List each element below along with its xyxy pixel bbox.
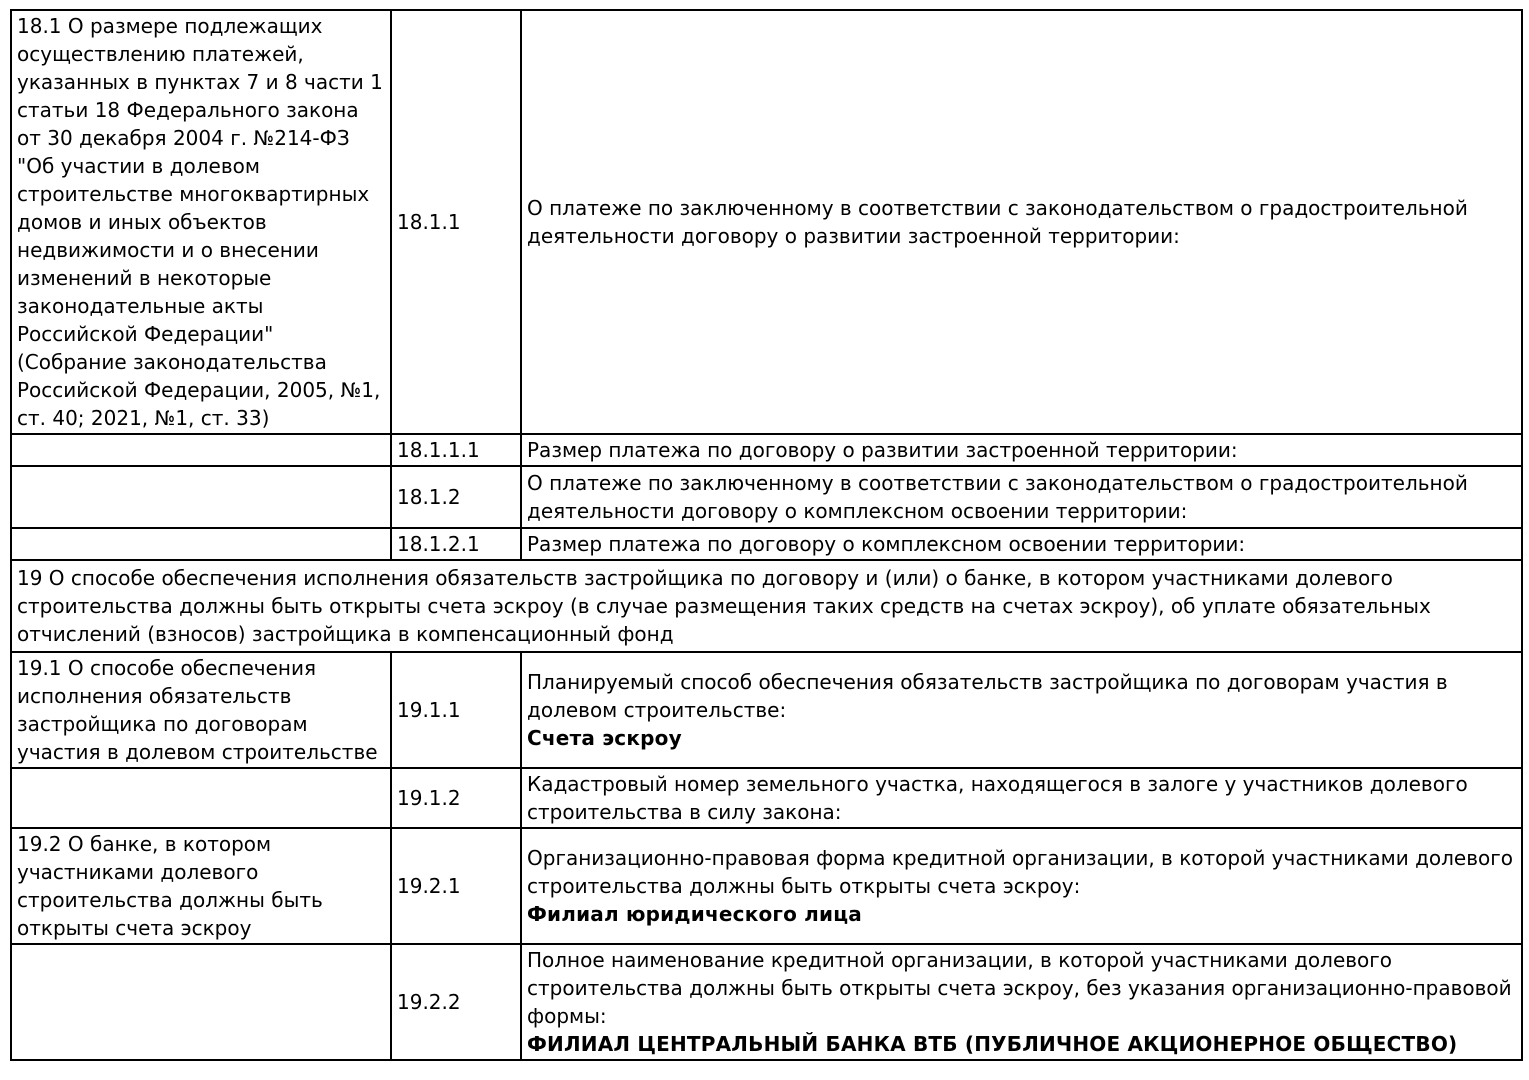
item-code: 19.1.2 — [397, 786, 461, 810]
item-code: 18.1.1.1 — [397, 438, 480, 462]
topic-cell-19-1 — [11, 652, 391, 768]
item-code: 19.1.1 — [397, 698, 461, 722]
project-declaration-table — [10, 9, 1523, 1061]
answer-value: Филиал юридического лица — [527, 902, 862, 926]
question-cell-18-1-1-1 — [521, 434, 1522, 466]
question-cell-19-2-2 — [521, 944, 1522, 1060]
table-row-19-2 — [11, 828, 1522, 944]
topic-cell-empty — [11, 434, 391, 466]
topic-cell-empty — [11, 944, 391, 1060]
topic-cell-empty — [11, 768, 391, 828]
question-cell-18-1-2 — [521, 466, 1522, 528]
topic-cell-empty — [11, 466, 391, 528]
code-cell-18-1-1 — [391, 10, 521, 434]
code-cell-19-1-1 — [391, 652, 521, 768]
answer-value: Счета эскроу — [527, 726, 682, 750]
topic-text: 19.2 О банке, в котором участниками долевого строительства должны быть открыты счета эскроу — [17, 832, 323, 940]
topic-cell-19-2 — [11, 828, 391, 944]
table-row-19-2-2 — [11, 944, 1522, 1060]
table-row-18-1-2 — [11, 466, 1522, 528]
item-code: 18.1.1 — [397, 210, 461, 234]
topic-text: 19.1 О способе обеспечения исполнения обязательств застройщика по договорам участия в долевом строительстве — [17, 656, 378, 764]
table-row-18-1-1-1 — [11, 434, 1522, 466]
answer-value: ФИЛИАЛ ЦЕНТРАЛЬНЫЙ БАНКА ВТБ (ПУБЛИЧНОЕ АКЦИОНЕРНОЕ ОБЩЕСТВО) — [527, 1032, 1458, 1056]
item-code: 19.2.2 — [397, 990, 461, 1014]
code-cell-18-1-2 — [391, 466, 521, 528]
table-row-19-1 — [11, 652, 1522, 768]
code-cell-19-1-2 — [391, 768, 521, 828]
item-code: 18.1.2.1 — [397, 532, 480, 556]
question-text: О платеже по заключенному в соответствии с законодательством о градостроительной деятельности договору о комплексном освоении территории: — [527, 471, 1468, 523]
question-text: Кадастровый номер земельного участка, находящегося в залоге у участников долевого строительства в силу закона: — [527, 772, 1468, 824]
item-code: 18.1.2 — [397, 485, 461, 509]
code-cell-18-1-1-1 — [391, 434, 521, 466]
code-cell-19-2-2 — [391, 944, 521, 1060]
topic-text: 18.1 О размере подлежащих осуществлению платежей, указанных в пунктах 7 и 8 части 1 статьи 18 Федерального закона от 30 декабря 2004 г. №214-ФЗ "Об участии в долевом строительстве многоквартирных домов и иных объектов недвижимости и о внесении изменений в некоторые законодательные акты Российской Федерации" (Собрание законодательства Российской Федерации, 2005, №1, ст. 40; 2021, №1, ст. 33) — [17, 14, 383, 430]
question-cell-18-1-1 — [521, 10, 1522, 434]
topic-cell-18-1 — [11, 10, 391, 434]
code-cell-19-2-1 — [391, 828, 521, 944]
table-row-18-1-2-1 — [11, 528, 1522, 560]
section-header-19 — [11, 560, 1522, 652]
question-cell-18-1-2-1 — [521, 528, 1522, 560]
question-text: Полное наименование кредитной организации, в которой участниками долевого строительства должны быть открыты счета эскроу, без указания организационно-правовой формы: — [527, 948, 1512, 1028]
table-row-18-1 — [11, 10, 1522, 434]
section-header-text: 19 О способе обеспечения исполнения обязательств застройщика по договору и (или) о банке, в котором участниками долевого строительства должны быть открыты счета эскроу (в случае размещения таких средств на счетах эскроу), об уплате обязательных отчислений (взносов) застройщика в компенсационный фонд — [17, 566, 1431, 646]
question-cell-19-2-1 — [521, 828, 1522, 944]
topic-cell-empty — [11, 528, 391, 560]
item-code: 19.2.1 — [397, 874, 461, 898]
table-row-section-19 — [11, 560, 1522, 652]
question-cell-19-1-2 — [521, 768, 1522, 828]
question-text: Размер платежа по договору о комплексном освоении территории: — [527, 532, 1246, 556]
question-cell-19-1-1 — [521, 652, 1522, 768]
question-text: Планируемый способ обеспечения обязательств застройщика по договорам участия в долевом строительстве: — [527, 670, 1448, 722]
question-text: Размер платежа по договору о развитии застроенной территории: — [527, 438, 1238, 462]
question-text: О платеже по заключенному в соответствии с законодательством о градостроительной деятельности договору о развитии застроенной территории: — [527, 196, 1468, 248]
table-row-19-1-2 — [11, 768, 1522, 828]
code-cell-18-1-2-1 — [391, 528, 521, 560]
question-text: Организационно-правовая форма кредитной организации, в которой участниками долевого строительства должны быть открыты счета эскроу: — [527, 846, 1514, 898]
